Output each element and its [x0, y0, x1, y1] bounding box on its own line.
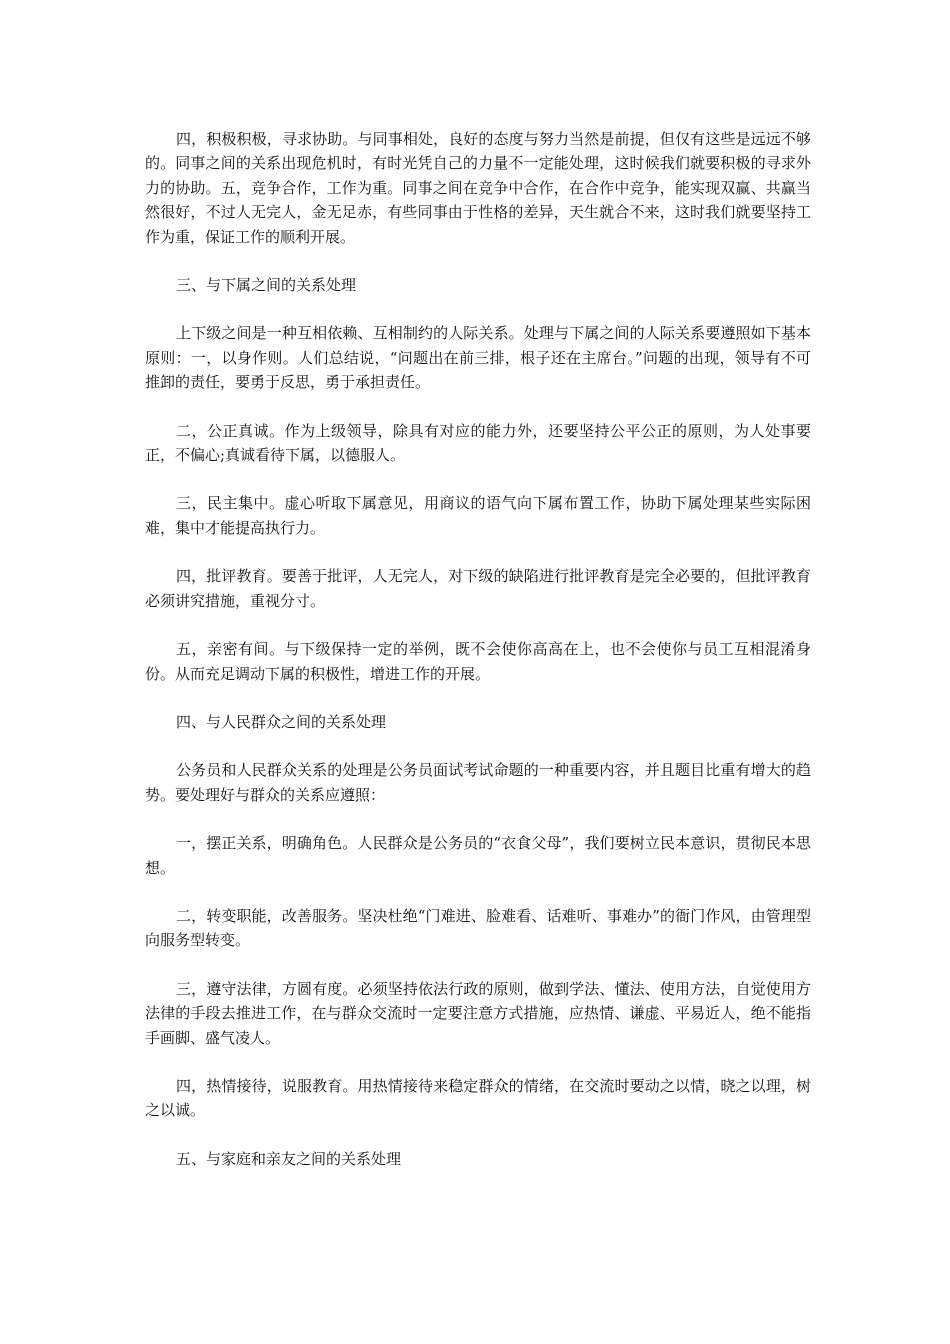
paragraph-democracy: 三，民主集中。虚心听取下属意见，用商议的语气向下属布置工作，协助下属处理某些实际困难，集中才能提高执行力。 — [145, 494, 811, 537]
paragraph-service: 二，转变职能，改善服务。坚决杜绝“门难进、脸难看、话难听、事难办”的衙门作风，由管理型向服务型转变。 — [145, 906, 811, 950]
document-body — [145, 127, 811, 1195]
paragraph-role: 一，摆正关系，明确角色。人民群众是公务员的“衣食父母”，我们要树立民本意识，贯彻民本思想。 — [145, 834, 811, 877]
paragraph-reception: 四，热情接待，说服教育。用热情接待来稳定群众的情绪，在交流时要动之以情，晓之以理，树之以诚。 — [145, 1076, 811, 1120]
paragraph-law: 三，遵守法律，方圆有度。必须坚持依法行政的原则，做到学法、懂法、使用方法，自觉使用方法律的手段去推进工作，在与群众交流时一定要注意方式措施，应热情、谦虚、平易近人，绝不能指手画脚、盛气凌人。 — [145, 979, 811, 1047]
paragraph-public-intro: 公务员和人民群众关系的处理是公务员面试考试命题的一种重要内容，并且题目比重有增大的趋势。要处理好与群众的关系应遵照： — [145, 761, 811, 804]
paragraph-subordinates-intro: 上下级之间是一种互相依赖、互相制约的人际关系。处理与下属之间的人际关系要遵照如下基本原则：一，以身作则。人们总结说，“问题出在前三排，根子还在主席台。”问题的出现，领导有不可推卸的责任，要勇于反思，勇于承担责任。 — [145, 324, 811, 392]
paragraph-fairness: 二，公正真诚。作为上级领导，除具有对应的能力外，还要坚持公平公正的原则，为人处事要正，不偏心;真诚看待下属，以德服人。 — [145, 421, 811, 465]
section-heading-public: 四、与人民群众之间的关系处理 — [176, 712, 387, 731]
paragraph-criticism: 四，批评教育。要善于批评，人无完人，对下级的缺陷进行批评教育是完全必要的，但批评教育必须讲究措施，重视分寸。 — [145, 567, 811, 610]
paragraph-colleague-principles: 四，积极积极，寻求协助。与同事相处，良好的态度与努力当然是前提，但仅有这些是远远不够的。同事之间的关系出现危机时，有时光凭自己的力量不一定能处理，这时候我们就要积极的寻求外力的协助。五，竞争合作，工作为重。同事之间在竞争中合作，在合作中竞争，能实现双赢、共赢当然很好，不过人无完人，金无足赤，有些同事由于性格的差异，天生就合不来，这时我们就要坚持工作为重，保证工作的顺利开展。 — [145, 130, 811, 246]
section-heading-subordinates: 三、与下属之间的关系处理 — [176, 276, 357, 295]
section-heading-family: 五、与家庭和亲友之间的关系处理 — [176, 1149, 402, 1168]
paragraph-closeness: 五，亲密有间。与下级保持一定的举例，既不会使你高高在上，也不会使你与员工互相混淆身份。从而充足调动下属的积极性，增进工作的开展。 — [145, 640, 811, 683]
